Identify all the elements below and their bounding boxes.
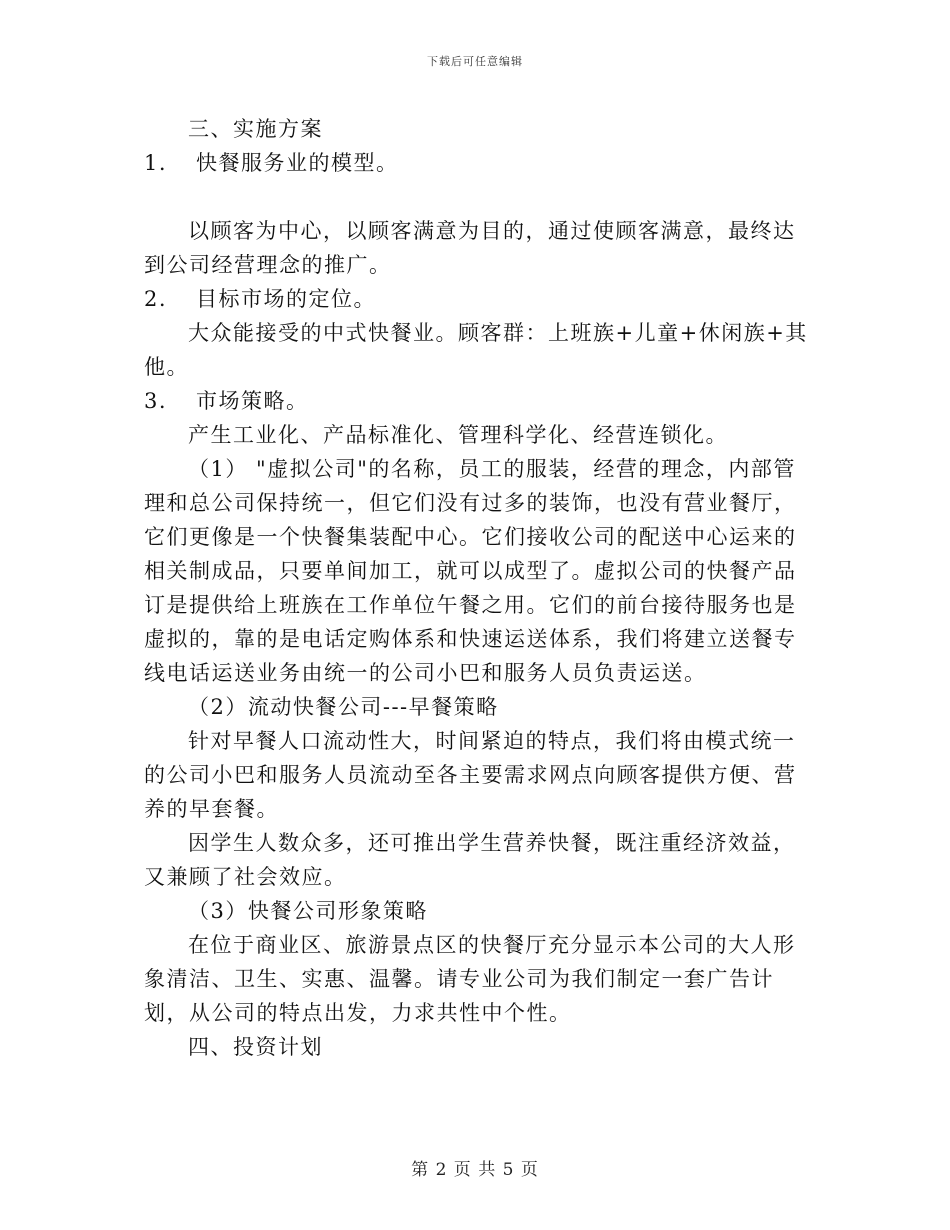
paragraph: 大众能接受的中式快餐业。顾客群：上班族+儿童+休闲族+其他。 [144, 321, 808, 379]
list-item-number: 1. [144, 151, 168, 175]
subsection-heading-2: （2）流动快餐公司---早餐策略 [188, 695, 499, 719]
subsection-heading-3: （3）快餐公司形象策略 [188, 899, 428, 923]
list-item-1 [144, 146, 808, 180]
list-item-number: 2. [144, 287, 168, 311]
list-item-2 [144, 282, 808, 316]
list-item-number: 3. [144, 389, 168, 413]
paragraph: （1） "虚拟公司"的名称，员工的服装，经营的理念，内部管理和总公司保持统一，但它们没有过多的装饰，也没有营业餐厅，它们更像是一个快餐集装配中心。它们接收公司的配送中心运来的相关制成品，只要单间加工，就可以成型了。虚拟公司的快餐产品订是提供给上班族在工作单位午餐之用。它们的前台接待服务也是虚拟的，靠的是电话定购体系和快速运送体系，我们将建立送餐专线电话运送业务由统一的公司小巴和服务人员负责运送。 [144, 457, 797, 685]
list-item-3 [144, 384, 808, 418]
list-item-text: 目标市场的定位。 [196, 287, 376, 311]
paragraph: 针对早餐人口流动性大，时间紧迫的特点，我们将由模式统一的公司小巴和服务人员流动至各主要需求网点向顾客提供方便、营养的早套餐。 [144, 729, 797, 821]
paragraph: 在位于商业区、旅游景点区的快餐厅充分显示本公司的大人形象清洁、卫生、实惠、温馨。请专业公司为我们制定一套广告计划，从公司的特点出发，力求共性中个性。 [144, 933, 796, 1025]
page-number: 第 2 页 共 5 页 [411, 1160, 539, 1180]
section-heading-4: 四、投资计划 [188, 1035, 323, 1059]
list-item-text: 快餐服务业的模型。 [196, 151, 399, 175]
page-header: 下载后可任意编辑 [427, 55, 523, 68]
paragraph: 因学生人数众多，还可推出学生营养快餐，既注重经济效益，又兼顾了社会效应。 [144, 831, 796, 889]
paragraph: 产生工业化、产品标准化、管理科学化、经营连锁化。 [188, 423, 728, 447]
section-heading-3: 三、实施方案 [188, 117, 323, 141]
paragraph: 以顾客为中心，以顾客满意为目的，通过使顾客满意，最终达到公司经营理念的推广。 [144, 219, 796, 277]
list-item-text: 市场策略。 [196, 389, 309, 413]
document-body [144, 112, 808, 1064]
